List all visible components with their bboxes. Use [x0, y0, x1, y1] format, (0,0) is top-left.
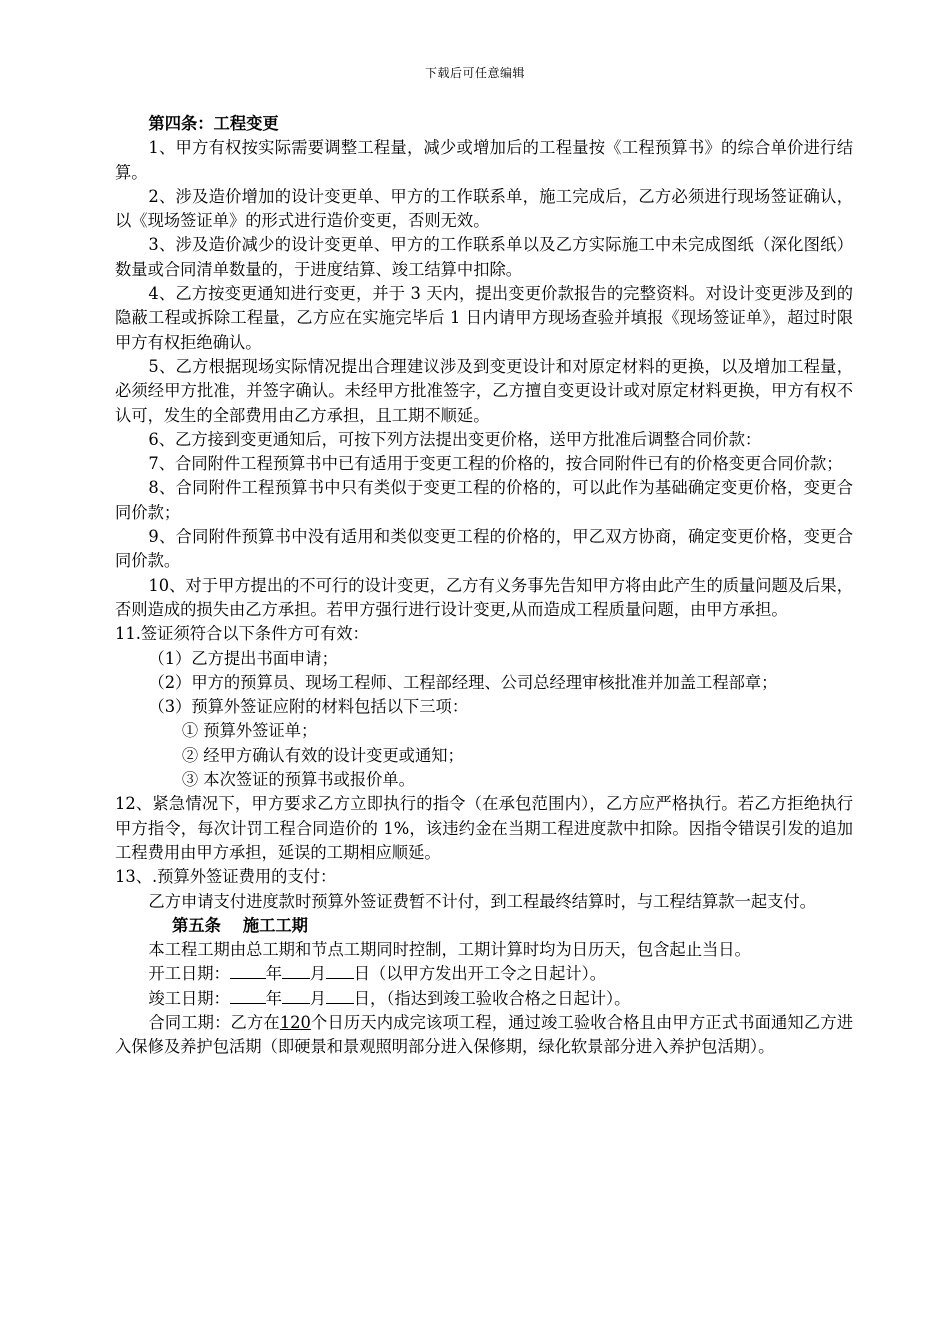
clause-4-11-list-1: ① 预算外签证单；: [181, 721, 318, 741]
clause-4-11-list-3: ③ 本次签证的预算书或报价单。: [181, 770, 415, 790]
contract-days-value: 120: [279, 1012, 311, 1032]
clause-4-11-sub-1: （1）乙方提出书面申请；: [148, 648, 338, 668]
page-header-note: 下载后可任意编辑: [424, 66, 525, 80]
start-day-text: 日（以甲方发出开工令之日起计）。: [353, 964, 607, 984]
clause-4-11-list-2: ② 经甲方确认有效的设计变更或通知；: [181, 745, 464, 765]
start-date-label: 开工日期：: [148, 964, 230, 984]
clause-4-6: 6、乙方接到变更通知后，可按下列方法提出变更价格，送甲方批准后调整合同价款：: [148, 429, 762, 449]
clause-4-13: 13、.预算外签证费用的支付：: [115, 867, 337, 887]
clause-4-13-body: 乙方申请支付进度款时预算外签证费暂不计付，到工程最终结算时，与工程结算款一起支付。: [148, 891, 816, 911]
clause-4-5: 5、乙方根据现场实际情况提出合理建议涉及到变更设计和对原定材料的更换，以及增加工程量，必须经甲方批准，并签字确认。未经甲方批准签字，乙方擅自变更设计或对原定材料更换，甲方有权不认可，发生的全部费用由乙方承担，且工期不顺延。: [115, 356, 853, 425]
end-year-unit: 年: [265, 988, 282, 1008]
end-day-text: 日，（指达到竣工验收合格之日起计）。: [353, 988, 631, 1008]
section-4-title: 第四条：工程变更: [148, 114, 279, 133]
end-date-line: [115, 987, 853, 1011]
clause-4-11: 11.签证须符合以下条件方可有效：: [115, 624, 369, 644]
clause-4-7: 7、合同附件工程预算书中已有适用于变更工程的价格的，按合同附件已有的价格变更合同价款；: [148, 454, 843, 474]
section-5-intro: 本工程工期由总工期和节点工期同时控制，工期计算时均为日历天，包含起止当日。: [148, 940, 751, 960]
end-date-label: 竣工日期：: [148, 988, 230, 1008]
clause-4-4: 4、乙方按变更通知进行变更，并于 3 天内，提出变更价款报告的完整资料。对设计变更涉及到的隐蔽工程或拆除工程量，乙方应在实施完毕后 1 日内请甲方现场查验并填报《现场签证单》，超过时限甲方有权拒绝确认。: [115, 284, 853, 352]
clause-4-2: 2、涉及造价增加的设计变更单、甲方的工作联系单，施工完成后，乙方必须进行现场签证确认，以《现场签证单》的形式进行造价变更，否则无效。: [115, 186, 853, 231]
clause-4-8: 8、合同附件工程预算书中只有类似于变更工程的价格的，可以此作为基础确定变更价格，变更合同价款；: [115, 478, 853, 522]
start-date-line: [115, 962, 853, 986]
end-day-blank: [326, 987, 354, 1004]
contract-period-suffix: 个日历天内成完该项工程，通过竣工验收合格且由甲方正式书面通知乙方进入保修及养护包活期（即硬景和景观照明部分进入保修期，绿化软景部分进入养护包活期）。: [115, 1012, 853, 1057]
contract-period-prefix: 合同工期：乙方在: [148, 1012, 280, 1032]
clause-4-10: 10、对于甲方提出的不可行的设计变更，乙方有义务事先告知甲方将由此产生的质量问题及后果，否则造成的损失由乙方承担。若甲方强行进行设计变更,从而造成工程质量问题，由甲方承担。: [115, 575, 853, 619]
clause-4-1: 1、甲方有权按实际需要调整工程量，减少或增加后的工程量按《工程预算书》的综合单价进行结算。: [115, 138, 853, 182]
start-month-blank: [282, 962, 310, 979]
contract-period-clause: [115, 1011, 853, 1060]
end-month-blank: [282, 987, 310, 1004]
start-month-unit: 月: [309, 964, 326, 984]
section-5-title: 第五条 施工工期: [172, 915, 308, 935]
end-month-unit: 月: [309, 988, 326, 1008]
clause-4-12: 12、紧急情况下，甲方要求乙方立即执行的指令（在承包范围内），乙方应严格执行。若乙方拒绝执行甲方指令，每次计罚工程合同造价的 1%，该违约金在当期工程进度款中扣除。因指令错误引发的追加工程费用由甲方承担，延误的工期相应顺延。: [115, 794, 853, 862]
clause-4-11-sub-3: （3）预算外签证应附的材料包括以下三项：: [148, 697, 469, 717]
clause-4-3: 3、涉及造价减少的设计变更单、甲方的工作联系单以及乙方实际施工中未完成图纸（深化图纸）数量或合同清单数量的，于进度结算、竣工结算中扣除。: [115, 235, 853, 279]
start-year-blank: [230, 962, 266, 979]
clause-4-11-sub-2: （2）甲方的预算员、现场工程师、工程部经理、公司总经理审核批准并加盖工程部章；: [148, 672, 778, 692]
end-year-blank: [230, 987, 266, 1004]
clause-4-9: 9、合同附件预算书中没有适用和类似变更工程的价格的，甲乙双方协商，确定变更价格，变更合同价款。: [115, 527, 853, 571]
start-year-unit: 年: [265, 964, 282, 984]
start-day-blank: [326, 962, 354, 979]
document-body: [115, 112, 853, 1060]
